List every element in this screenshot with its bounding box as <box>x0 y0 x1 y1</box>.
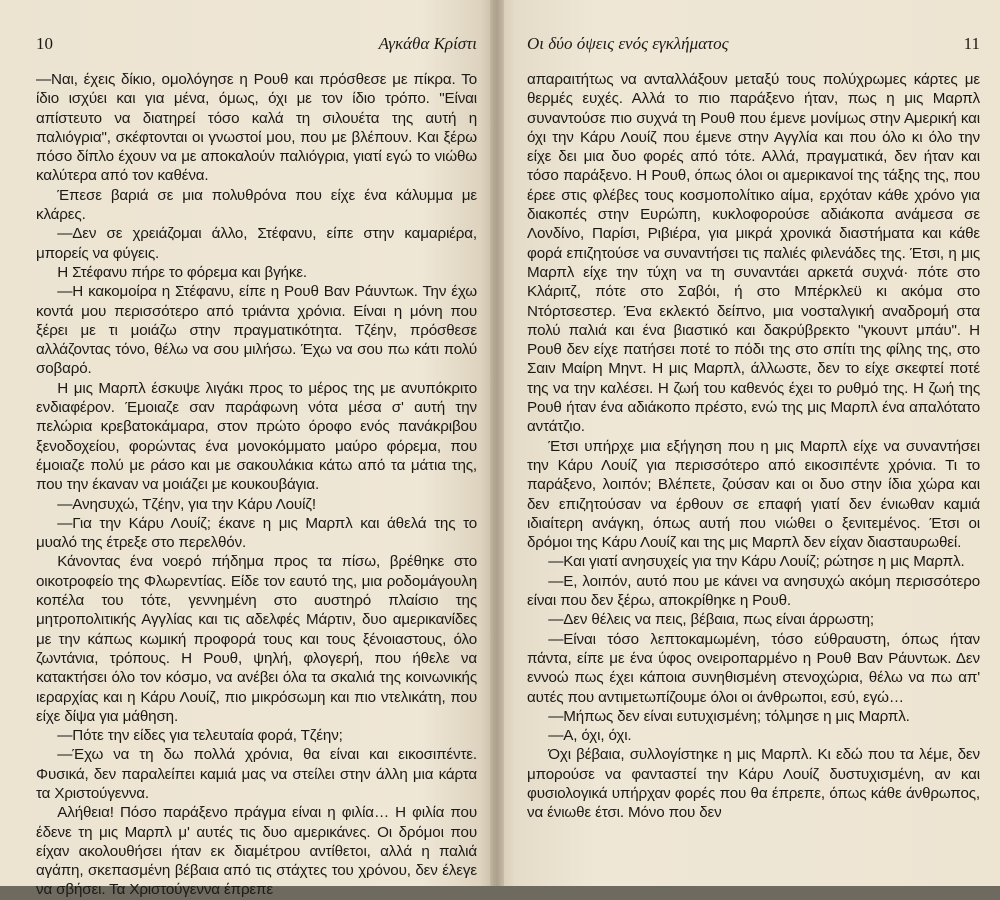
paragraph: Η Στέφανυ πήρε το φόρεμα και βγήκε. <box>57 263 307 281</box>
paragraph: Όχι βέβαια, συλλογίστηκε η μις Μαρπλ. Κι εδώ που τα λέμε, δεν μπορούσε να φανταστεί την Κάρυ Λουίζ δυστυχισμένη, αν και φυσιολογικά υπήρχαν φορές που θα έπρεπε, όπως κάθε άνθρωπος, να ένιωθε έτσι. Μόνο που δεν <box>527 746 980 822</box>
paragraph: —Η κακομοίρα η Στέφανυ, είπε η Ρουθ Βαν Ράυντωκ. Την έχω κοντά μου περισσότερο από τριάντα χρόνια. Είναι η μόνη που ξέρει με τι μοιάζω στην πραγματικότητα. Τζέην, πρόσθεσε αλλάζοντας τόνο, θέλω να σου μιλήσω. Έχω να σου πω κάτι πολύ σοβαρό. <box>36 283 477 378</box>
paragraph: —Πότε την είδες για τελευταία φορά, Τζέην; <box>57 727 343 745</box>
paragraph: —Για την Κάρυ Λουίζ; έκανε η μις Μαρπλ και άθελά της το μυαλό της έτρεξε στο περελθόν. <box>36 514 477 552</box>
left-page-text <box>36 70 477 900</box>
left-page-number: 10 <box>36 34 53 53</box>
left-running-head <box>36 34 477 62</box>
right-page-text <box>527 70 980 823</box>
paragraph: —Και γιατί ανησυχείς για την Κάρυ Λουίζ; ρώτησε η μις Μαρπλ. <box>548 553 965 571</box>
paragraph: Η μις Μαρπλ έσκυψε λιγάκι προς το μέρος της με ανυπόκριτο ενδιαφέρον. Έμοιαζε σαν παράφωνη νότα μέσα σ' αυτή την πελώρια κρεβατοκάμαρα, στον πρώτο όροφο ενός πανάκριβου ξενοδοχείου, φορώντας ένα μονοκόμματο μαύρο φόρεμα, που έμοιαζε πολύ με ράσο και με σακουλάκια κάτω από τα μάτια της, που την έκαναν να μοιάζει με κουκουβάγια. <box>36 379 477 494</box>
paragraph: Έπεσε βαριά σε μια πολυθρόνα που είχε ένα κάλυμμα με κλάρες. <box>36 186 477 224</box>
paragraph: απαραιτήτως να ανταλλάξουν μεταξύ τους πολύχρωμες κάρτες με θερμές ευχές. Αλλά το πιο παράξενο ήταν, πως η μις Μαρπλ συναντούσε πιο συχνά τη Ρουθ που έμενε μονίμως στην Αμερική και όχι την Κάρυ Λουίζ που έμενε στην Αγγλία και που όλο κι όλο την είχε δει μια δυο φορές από τότε. Αλλά, πραγματικά, δεν ήταν και τόσο παράξενο. Η Ρουθ, όπως όλοι οι αμερικανοί της τάξης της, που έρεε στις φλέβες τους κοσμοπολίτικο αίμα, ερχόταν κάθε χρόνο για διακοπές στην Ευρώπη, κυκλοφορούσε αδιάκοπα ανάμεσα σε Λονδίνο, Παρίσι, Ριβιέρα, για μικρά χρονικά διαστήματα και κάθε φορά επιζητούσε να συναντήσει τις παλιές φιλενάδες της. Έτσι, η μις Μαρπλ είχε την τύχη να τη συναντάει αρκετά συχνά· πότε στο Κλάριτζ, πότε στο Σαβόι, ή στο Μπέρκλεϋ κι ακόμα στο Ντόρτσεστερ. Ένα εκλεκτό δείπνο, μια νοσταλγική αναδρομή στα πολύ παλιά και ένα βιαστικό και δακρύβρεκτο "γκουντ μπάυ". Η Ρουθ δεν είχε πατήσει ποτέ το πόδι της στο σπίτι της φίλης της, στο Σαιν Μαίρη Μηντ. Η μις Μαρπλ, άλλωστε, δεν το είχε σκεφτεί ποτέ της να την καλέσει. Η ζωή του καθενός έχει το ρυθμό της. Η ζωή της Ρουθ ήταν ένα αδιάκοπο πρέστο, ενώ της μις Μαρπλ ένα απαλότατο αντάτζιο. <box>527 71 980 436</box>
paragraph: —Δεν θέλεις να πεις, βέβαια, πως είναι άρρωστη; <box>548 611 874 629</box>
right-page-number: 11 <box>963 34 980 53</box>
right-running-title: Οι δύο όψεις ενός εγκλήματος <box>527 34 729 53</box>
right-running-head <box>527 34 980 62</box>
paragraph: Κάνοντας ένα νοερό πήδημα προς τα πίσω, βρέθηκε στο οικοτροφείο της Φλωρεντίας. Είδε τον εαυτό της, μια ροδομάγουλη κοπέλα του τότε, γεννημένη στο αυστηρό πλαίσιο της μητροπολιτικής Αγγλίας και τις αδελφές Μάρτιν, δυο αμερικανίδες με την κάπως κωμική προφορά τους και τους ξένοιαστους, όλο ζωντάνια, τρόπους. Η Ρουθ, ψηλή, φλογερή, που ήθελε να κατακτήσει όλο τον κόσμο, να ανέβει όλα τα σκαλιά της κοινωνικής ιεραρχίας και η Κάρυ Λουίζ, πιο μικρόσωμη και πιο ντελικάτη, που είχε δίψα για μάθηση. <box>36 553 477 725</box>
left-running-title: Αγκάθα Κρίστι <box>378 34 477 53</box>
paragraph: —Δεν σε χρειάζομαι άλλο, Στέφανυ, είπε στην καμαριέρα, μπορείς να φύγεις. <box>36 225 477 262</box>
paragraph: —Μήπως δεν είναι ευτυχισμένη; τόλμησε η μις Μαρπλ. <box>548 707 910 725</box>
paragraph: —Ανησυχώ, Τζέην, για την Κάρυ Λουίζ! <box>57 495 316 513</box>
paragraph: —Ναι, έχεις δίκιο, ομολόγησε η Ρουθ και πρόσθεσε με πίκρα. Το ίδιο ισχύει και για μένα, όμως, όχι με τον ίδιο τρόπο. "Είναι απίστευτο να διατηρεί τόσο καλά τη σιλουέτα της αυτή η παλιόγρια", σκέφτονται οι γνωστοί μου, που με βλέπουν. Και ξέρω πόσο δίπλο έχουν να με αποκαλούν παλιόγρια, γιατί εγώ το νιώθω καλύτερα από τον καθένα. <box>36 71 477 185</box>
paragraph: Έτσι υπήρχε μια εξήγηση που η μις Μαρπλ είχε να συναντήσει την Κάρυ Λουίζ για περισσότερο από εικοσιπέντε χρόνια. Τι το παράξενο, λοιπόν; Βλέπετε, ζούσαν και οι δυο στην ίδια χώρα και δεν επιζητούσαν να έρθουν σε επαφή γιατί δεν ένιωθαν καμιά ιδιαίτερη ανάγκη, όπως αυτή που νιώθει ο ξενιτεμένος. Έτσι οι δρόμοι της Κάρυ Λουίζ και της μις Μαρπλ δεν είχαν διασταυρωθεί. <box>527 437 980 552</box>
paragraph: Αλήθεια! Πόσο παράξενο πράγμα είναι η φιλία… Η φιλία που έδενε τη μις Μαρπλ μ' αυτές τις δυο αμερικάνες. Οι δρόμοι που είχαν ακολουθήσει ήταν εκ διαμέτρου αντίθετοι, αλλά η παλιά αγάπη, σκεπασμένη βέβαια από τις στάχτες του χρόνου, δεν έλεγε να σβήσει. Τα Χριστούγεννα έπρεπε <box>36 804 477 899</box>
left-page <box>0 0 495 899</box>
paragraph: —Έχω να τη δω πολλά χρόνια, θα είναι και εικοσιπέντε. Φυσικά, δεν παραλείπει καμιά μας να στείλει στην άλλη μια κάρτα τα Χριστούγεννα. <box>36 746 477 802</box>
right-page <box>495 0 1000 886</box>
book-gutter <box>490 0 504 886</box>
paragraph: —Ε, λοιπόν, αυτό που με κάνει να ανησυχώ ακόμη περισσότερο είναι που δεν ξέρω, αποκρίθηκε η Ρουθ. <box>527 572 980 610</box>
paragraph: —Α, όχι, όχι. <box>548 727 632 745</box>
paragraph: —Είναι τόσο λεπτοκαμωμένη, τόσο εύθραυστη, όπως ήταν πάντα, είπε με ένα ύφος ονειροπαρμένο η Ρουθ Βαν Ράυντωκ. Δεν εννοώ πως έχει κάποια συνηθισμένη στενοχώρια, θέλω να πω απ' αυτές που αντιμετωπίζουμε όλοι οι άνθρωποι, εσύ, εγώ… <box>527 630 980 706</box>
